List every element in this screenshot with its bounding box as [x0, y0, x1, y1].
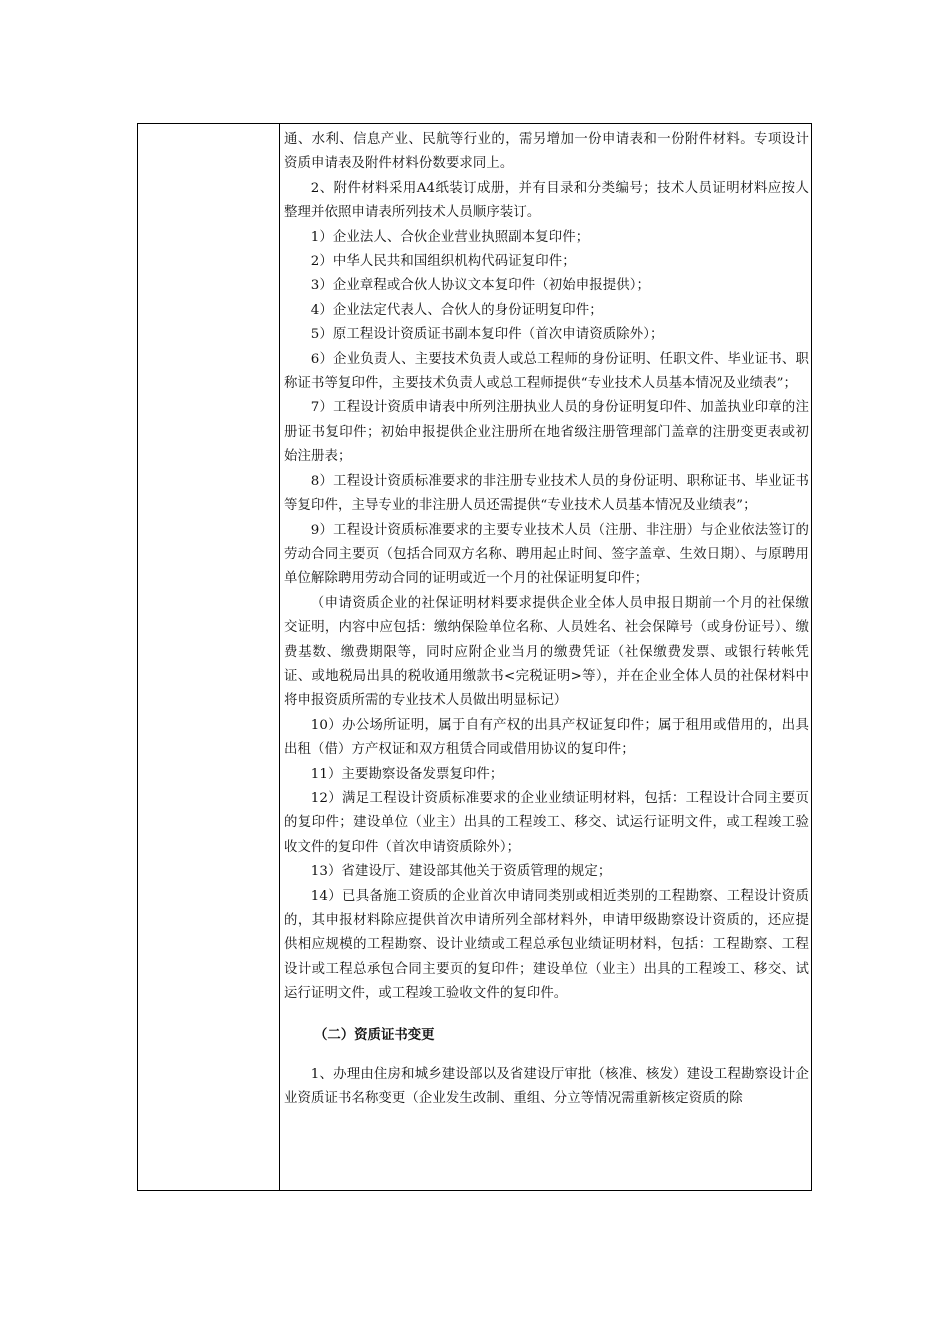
paragraph-name-change: 1、办理由住房和城乡建设部以及省建设厅审批（核准、核发）建设工程勘察设计企业资质证书名称变更（企业发生改制、重组、分立等情况需重新核定资质的除: [284, 1066, 809, 1107]
list-item: 1）企业法人、合伙企业营业执照副本复印件；: [310, 229, 590, 245]
list-item: 9）工程设计资质标准要求的主要专业技术人员（注册、非注册）与企业依法签订的劳动合同主要页（包括合同双方名称、聘用起止时间、签字盖章、生效日期）、与原聘用单位解除聘用劳动合同的证明或近一个月的社保证明复印件；: [284, 522, 809, 587]
list-item: 3）企业章程或合伙人协议文本复印件（初始申报提供）；: [310, 278, 650, 294]
paragraph-attachment-rules: 2、附件材料采用A4纸装订成册，并有目录和分类编号；技术人员证明材料应按人整理并依照申请表所列技术人员顺序装订。: [284, 180, 809, 221]
list-item: 14）已具备施工资质的企业首次申请同类别或相近类别的工程勘察、工程设计资质的，其申报材料除应提供首次申请所列全部材料外，申请甲级勘察设计资质的，还应提供相应规模的工程勘察、设计业绩或工程总承包业绩证明材料，包括：工程勘察、工程设计或工程总承包合同主要页的复印件；建设单位（业主）出具的工程竣工、移交、试运行证明文件，或工程竣工验收文件的复印件。: [284, 888, 809, 1002]
note-paragraph: （申请资质企业的社保证明材料要求提供企业全体人员申报日期前一个月的社保缴交证明，内容中应包括：缴纳保险单位名称、人员姓名、社会保障号（或身份证号）、缴费基数、缴费期限等，同时应附企业当月的缴费凭证（社保缴费发票、或银行转帐凭证、或地税局出具的税收通用缴款书<完税证明>等），并在企业全体人员的社保材料中将申报资质所需的专业技术人员做出明显标记）: [284, 595, 809, 709]
list-item: 2）中华人民共和国组织机构代码证复印件；: [310, 254, 576, 270]
list-item: 8）工程设计资质标准要求的非注册专业技术人员的身份证明、职称证书、毕业证书等复印件，主导专业的非注册人员还需提供“专业技术人员基本情况及业绩表”；: [284, 473, 809, 514]
section-heading: （二）资质证书变更: [314, 1026, 435, 1043]
list-item: 5）原工程设计资质证书副本复印件（首次申请资质除外）；: [310, 327, 664, 343]
cell-content: [280, 124, 811, 1111]
list-item: 10）办公场所证明，属于自有产权的出具产权证复印件；属于租用或借用的，出具出租（借）方产权证和双方租赁合同或借用协议的复印件；: [284, 717, 809, 758]
list-item: 6）企业负责人、主要技术负责人或总工程师的身份证明、任职文件、毕业证书、职称证书等复印件，主要技术负责人或总工程师提供“专业技术人员基本情况及业绩表”；: [284, 351, 809, 392]
list-item: 13）省建设厅、建设部其他关于资质管理的规定；: [310, 864, 612, 880]
table-content-cell: [280, 124, 811, 1190]
table-label-cell: [138, 124, 279, 1190]
list-item: 11）主要勘察设备发票复印件；: [310, 766, 504, 782]
paragraph-continuation: 通、水利、信息产业、民航等行业的，需另增加一份申请表和一份附件材料。专项设计资质申请表及附件材料份数要求同上。: [284, 132, 809, 172]
list-item: 12）满足工程设计资质标准要求的企业业绩证明材料，包括：工程设计合同主要页的复印件；建设单位（业主）出具的工程竣工、移交、试运行证明文件，或工程竣工验收文件的复印件（首次申请资质除外）；: [284, 790, 809, 855]
content-table: [137, 123, 812, 1191]
list-item: 7）工程设计资质申请表中所列注册执业人员的身份证明复印件、加盖执业印章的注册证书复印件；初始申报提供企业注册所在地省级注册管理部门盖章的注册变更表或初始注册表；: [284, 400, 809, 465]
list-item: 4）企业法定代表人、合伙人的身份证明复印件；: [310, 302, 603, 318]
